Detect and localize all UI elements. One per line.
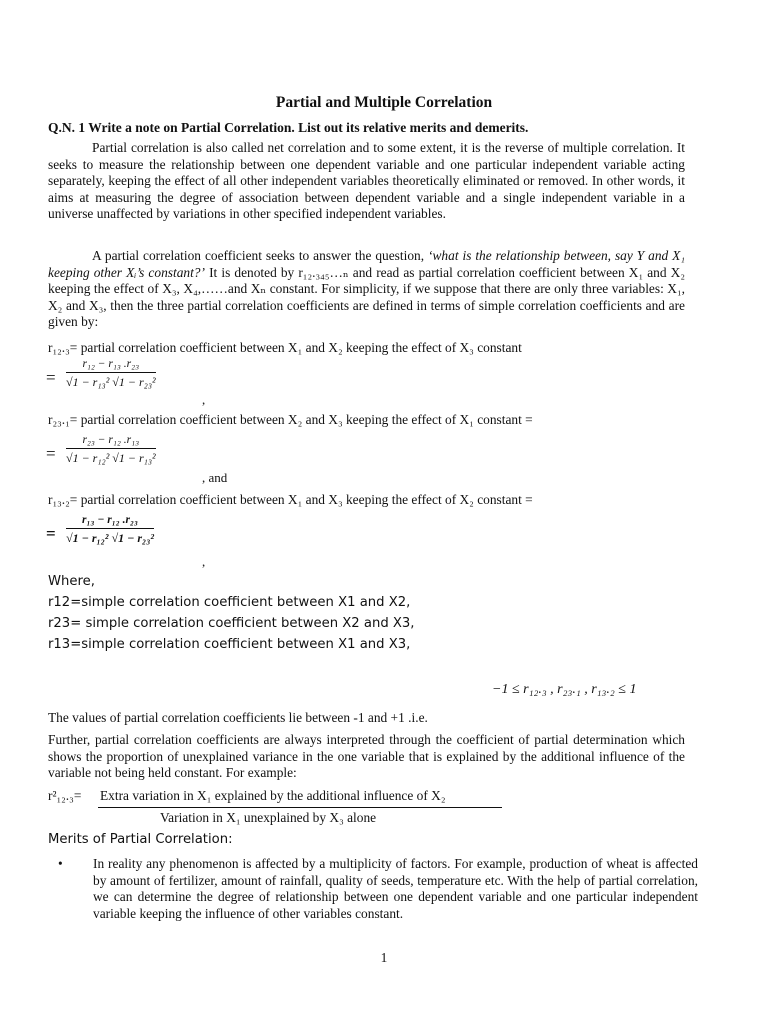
where-r13: r13=simple correlation coefficient between X1 and X3,	[48, 637, 411, 652]
range-inequality: −1 ≤ r₁₂.₃ , r₂₃.₁ , r₁₃.₂ ≤ 1	[492, 682, 637, 697]
page-number: 1	[380, 950, 388, 965]
formula-numerator: r₂₃ − r₁₂ .r₁₃	[82, 434, 140, 446]
document-title: Partial and Multiple Correlation	[275, 94, 493, 111]
definition-r12-3: r₁₂.₃= partial correlation coefficient between X₁ and X₂ keeping the effect of X₃ constant	[48, 340, 522, 355]
definition-r13-2: r₁₃.₂= partial correlation coefficient between X₁ and X₃ keeping the effect of X₂ constant =	[48, 492, 533, 507]
merits-heading: Merits of Partial Correlation:	[48, 832, 233, 847]
formula-denominator: √1 − r₁₂² √1 − r₂₃²	[66, 531, 154, 545]
where-r12: r12=simple correlation coefficient between X1 and X2,	[48, 595, 411, 610]
question-heading: Q.N. 1 Write a note on Partial Correlation. List out its relative merits and demerits.	[48, 120, 529, 135]
ratio-numerator: Extra variation in X₁ explained by the additional influence of X₂	[100, 788, 446, 803]
paragraph-coefficient: A partial correlation coefficient seeks to answer the question, ‘what is the relationship between, say Y and X₁ keeping other Xᵢ’s constant?’ It is denoted by r₁₂.₃₄₅…ₙ and read as partial correlation coefficient between X₁ and X₂ keeping the effect of X₃, X₄,……and Xₙ constant. For simplicity, if we suppose that there are only three variables: X₁, X₂ and X₃, then the three partial correlation coefficients are defined in terms of simple correlation coefficients and are given by:	[48, 248, 685, 330]
values-range-line: The values of partial correlation coefficients lie between -1 and +1 .i.e.	[48, 710, 428, 725]
paragraph-determination: Further, partial correlation coefficients are always interpreted through the coefficient of partial determination which shows the proportion of unexplained variance in the one variable that is explained by the additional influence of the variable not being held constant. For example:	[48, 732, 685, 781]
ratio-symbol: r²₁₂.₃=	[48, 788, 82, 803]
formula-denominator: √1 − r₁₃² √1 − r₂₃²	[66, 375, 156, 389]
formula-denominator: √1 − r₁₂² √1 − r₁₃²	[66, 451, 156, 465]
ratio-denominator: Variation in X₁ unexplained by X₃ alone	[160, 810, 377, 825]
formula-numerator: r₁₂ − r₁₃ .r₂₃	[82, 358, 140, 370]
bullet-icon: •	[58, 856, 63, 871]
where-r23: r23= simple correlation coefficient between X2 and X3,	[48, 616, 415, 631]
document-page: Partial and Multiple Correlation Q.N. 1 Write a note on Partial Correlation. List out its relative merits and demerits. Partial correlation is also called net correlation and to some extent, it is the reverse of multiple correlation. It seeks to measure the relationship between one dependent variable and one particular independent variable acting separately, keeping the effect of all other independent variables theoretically eliminated or removed. In other words, it aims at measuring the degree of association between dependent variable and a single independent variable in a universe unaffected by variations in other specified independent variables. A partial correlation coefficient seeks to answer the question, ‘what is the relationship between, say Y and X₁ keeping other Xᵢ’s constant?’ It is denoted by r₁₂.₃₄₅…ₙ and read as partial correlation coefficient between X₁ and X₂ keeping the effect of X₃, X₄,……and Xₙ constant. For simplicity, if we suppose that there are only three variables: X₁, X₂ and X₃, then the three partial correlation coefficients are defined in terms of simple correlation coefficients and are given by: r₁₂.₃= partial correlation coefficient between X₁ and X₂ keeping the effect of X₃ constant = r₁₂ − r₁₃ .r₂₃ √1 − r₁₃² √1 − r₂₃² , r₂₃.₁= partial correlation coefficient between X₂ and X₃ keeping the effect of X₁ constant = = r₂₃ − r₁₂ .r₁₃ √1 − r₁₂² √1 − r₁₃² , and r₁₃.₂= partial correlation coefficient between X₁ and X₃ keeping the effect of X₂ constant = = r₁₃ − r₁₂ .r₂₃ √1 − r₁₂² √1 − r₂₃² , Where, r12=simple correlation coefficient between X1 and X2, r23= simple correlation coefficient between X2 and X3, r13=simple correlation coefficient between X1 and X3, −1 ≤ r₁₂.₃ , r₂₃.₁ , r₁₃.₂ ≤ 1 The values of partial correlation coefficients lie between -1 and +1 .i.e. Further, partial correlation coefficients are always interpreted through the coefficient of partial determination which shows the proportion of unexplained variance in the one variable that is explained by the additional influence of the variable not being held constant. For example: r²₁₂.₃= Extra variation in X₁ explained by the additional influence of X₂ Variation in X₁ unexplained by X₃ alone Merits of Partial Correlation: • In reality any phenomenon is affected by a multiplicity of factors. For example, production of wheat is affected by amount of fertilizer, amount of rainfall, quality of seeds, temperature etc. With the help of partial correlation, we can determine the degree of relationship between one dependent variable and one particular independent variable keeping the influence of other variables constant. 1	[0, 0, 768, 1024]
question-quote: ‘what is the relationship between, say Y and X₁ keeping other Xᵢ’s constant?’	[48, 248, 685, 280]
definition-r23-1: r₂₃.₁= partial correlation coefficient between X₂ and X₃ keeping the effect of X₁ constant =	[48, 412, 533, 427]
ratio-bar	[98, 807, 502, 808]
list-item: • In reality any phenomenon is affected by a multiplicity of factors. For example, production of wheat is affected by amount of fertilizer, amount of rainfall, quality of seeds, temperature etc. With the help of partial correlation, we can determine the degree of relationship between one dependent variable and one particular independent variable keeping the influence of other variables constant.	[58, 856, 698, 921]
paragraph-definition: Partial correlation is also called net correlation and to some extent, it is the reverse of multiple correlation. It seeks to measure the relationship between one dependent variable and one particular independent variable acting separately, keeping the effect of all other independent variables theoretically eliminated or removed. In other words, it aims at measuring the degree of association between dependent variable and a single independent variable in a universe unaffected by variations in other specified independent variables.	[48, 140, 685, 222]
formula-numerator: r₁₃ − r₁₂ .r₂₃	[82, 514, 138, 526]
where-label: Where,	[48, 574, 95, 589]
